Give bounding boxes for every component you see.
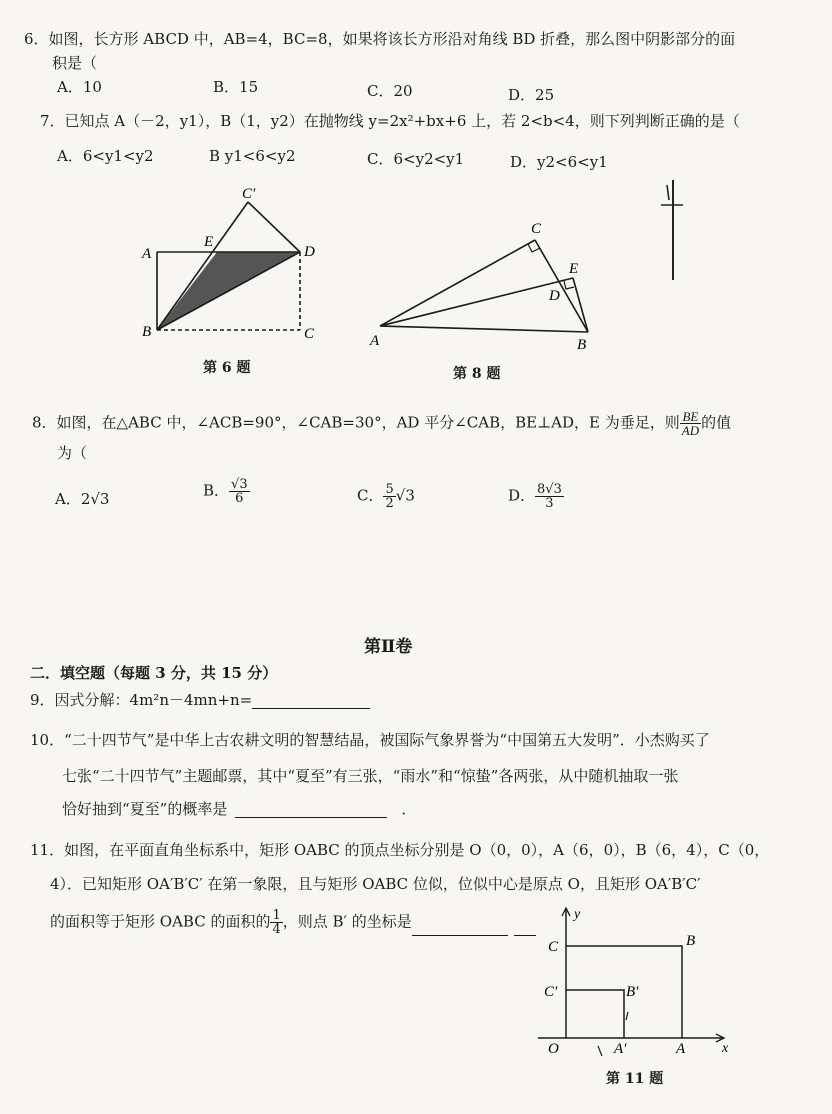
q6-stem-line2: 积是（ [52,54,98,72]
q6-option-a: A．10 [57,78,102,96]
fig6-label-b: B [142,324,152,340]
q10-line2: 七张“二十四节气”主题邮票，其中“夏至”有三张，“雨水”和“惊蛰”各两张，从中随机抽取一张 [62,767,679,785]
q6-stem-line1: 6．如图，长方形 ABCD 中，AB=4，BC=8，如果将该长方形沿对角线 BD 折叠，那么图中阴影部分的面 [24,30,736,48]
q9-stem: 9．因式分解：4m²n－4mn+n= [30,691,370,709]
q8-option-b: B． $\frac{√3}{6}$ [203,477,248,506]
figure-6-caption: 第 6 题 [203,360,251,376]
fig6-label-e: E [204,234,214,250]
fig6-label-a: A [142,246,152,262]
fig11-label-a: A [676,1041,686,1057]
q8-option-a: A．2√3 [55,490,110,508]
q8-stem-text: 8．如图，在△ABC 中，∠ACB=90°，∠CAB=30°，AD 平分∠CAB，BE⊥AD，E 为垂足，则 [32,413,680,432]
fig8-label-a: A [370,333,380,349]
fig6-label-c: C [304,326,315,342]
figure-11-caption: 第 11 题 [606,1071,664,1087]
q8-stem-line2: 为（ [57,444,88,462]
q7-option-b: B y1<6<y2 [209,147,296,165]
fig6-label-d: D [304,244,315,260]
q8-option-c: C． $\frac{5}{2}$ √3 [357,482,415,511]
fig11-label-x: x [722,1041,729,1056]
q10-line3: 恰好抽到“夏至”的概率是 ． [62,800,417,818]
fig11-label-o: O [548,1041,559,1057]
figure-8 [365,215,605,355]
fig8-label-d: D [549,288,560,304]
q6-option-b: B．15 [213,78,259,96]
figure-8-caption: 第 8 题 [453,366,501,382]
q11-line2: 4）．已知矩形 OA′B′C′ 在第一象限，且与矩形 OABC 位似，位似中心是原点 O，且矩形 OA′B′C′ [50,875,701,893]
q8-fraction: $\frac{BE}{AD}$ [681,409,700,438]
fig8-label-b: B [577,337,587,353]
section-heading-fill-blank: 二．填空题（每题 3 分，共 15 分） [30,664,278,682]
fig11-label-b: B [686,933,696,949]
q11-line1: 11．如图，在平面直角坐标系中，矩形 OABC 的顶点坐标分别是 O（0，0），A（6，0），B（6，4），C（0， [30,841,770,859]
q8-option-d: D． $\frac{8√3}{3}$ [508,482,562,511]
q9-answer-blank[interactable] [252,694,370,709]
q11-answer-blank[interactable] [412,921,508,936]
q10-line1: 10．“二十四节气”是中华上古农耕文明的智慧结晶，被国际气象界誉为“中国第五大发明”．小杰购买了 [30,731,710,749]
q11-line3: 的面积等于矩形 OABC 的面积的 $\frac{1}{4}$ ，则点 B′ 的坐标是 [50,909,536,936]
part2-title: 第Ⅱ卷 [364,637,413,657]
q7-option-c: C．6<y2<y1 [367,150,465,168]
q8-stem-tail: 的值 [701,413,732,432]
fig11-label-a-prime: A′ [614,1041,627,1057]
fig6-label-c-prime: C′ [242,186,256,202]
fig8-label-e: E [569,261,579,277]
pen-mark [655,175,685,285]
figure-6 [130,182,330,352]
fig11-label-b-prime: B′ [626,984,639,1000]
q7-option-a: A．6<y1<y2 [57,147,154,165]
fig11-label-y: y [574,907,581,922]
q7-option-d: D．y2<6<y1 [510,153,608,171]
q10-answer-blank[interactable] [235,803,387,818]
fig11-label-c-prime: C′ [544,984,558,1000]
q6-option-c: C．20 [367,82,413,100]
q8-stem-line1 [32,410,731,437]
q7-stem: 7．已知点 A（－2，y1），B（1，y2）在抛物线 y=2x²+bx+6 上，若 2<b<4，则下列判断正确的是（ [40,112,740,130]
q6-option-d: D．25 [508,86,555,104]
fig8-label-c: C [531,221,542,237]
fig11-label-c: C [548,939,559,955]
figure-11 [530,898,740,1058]
